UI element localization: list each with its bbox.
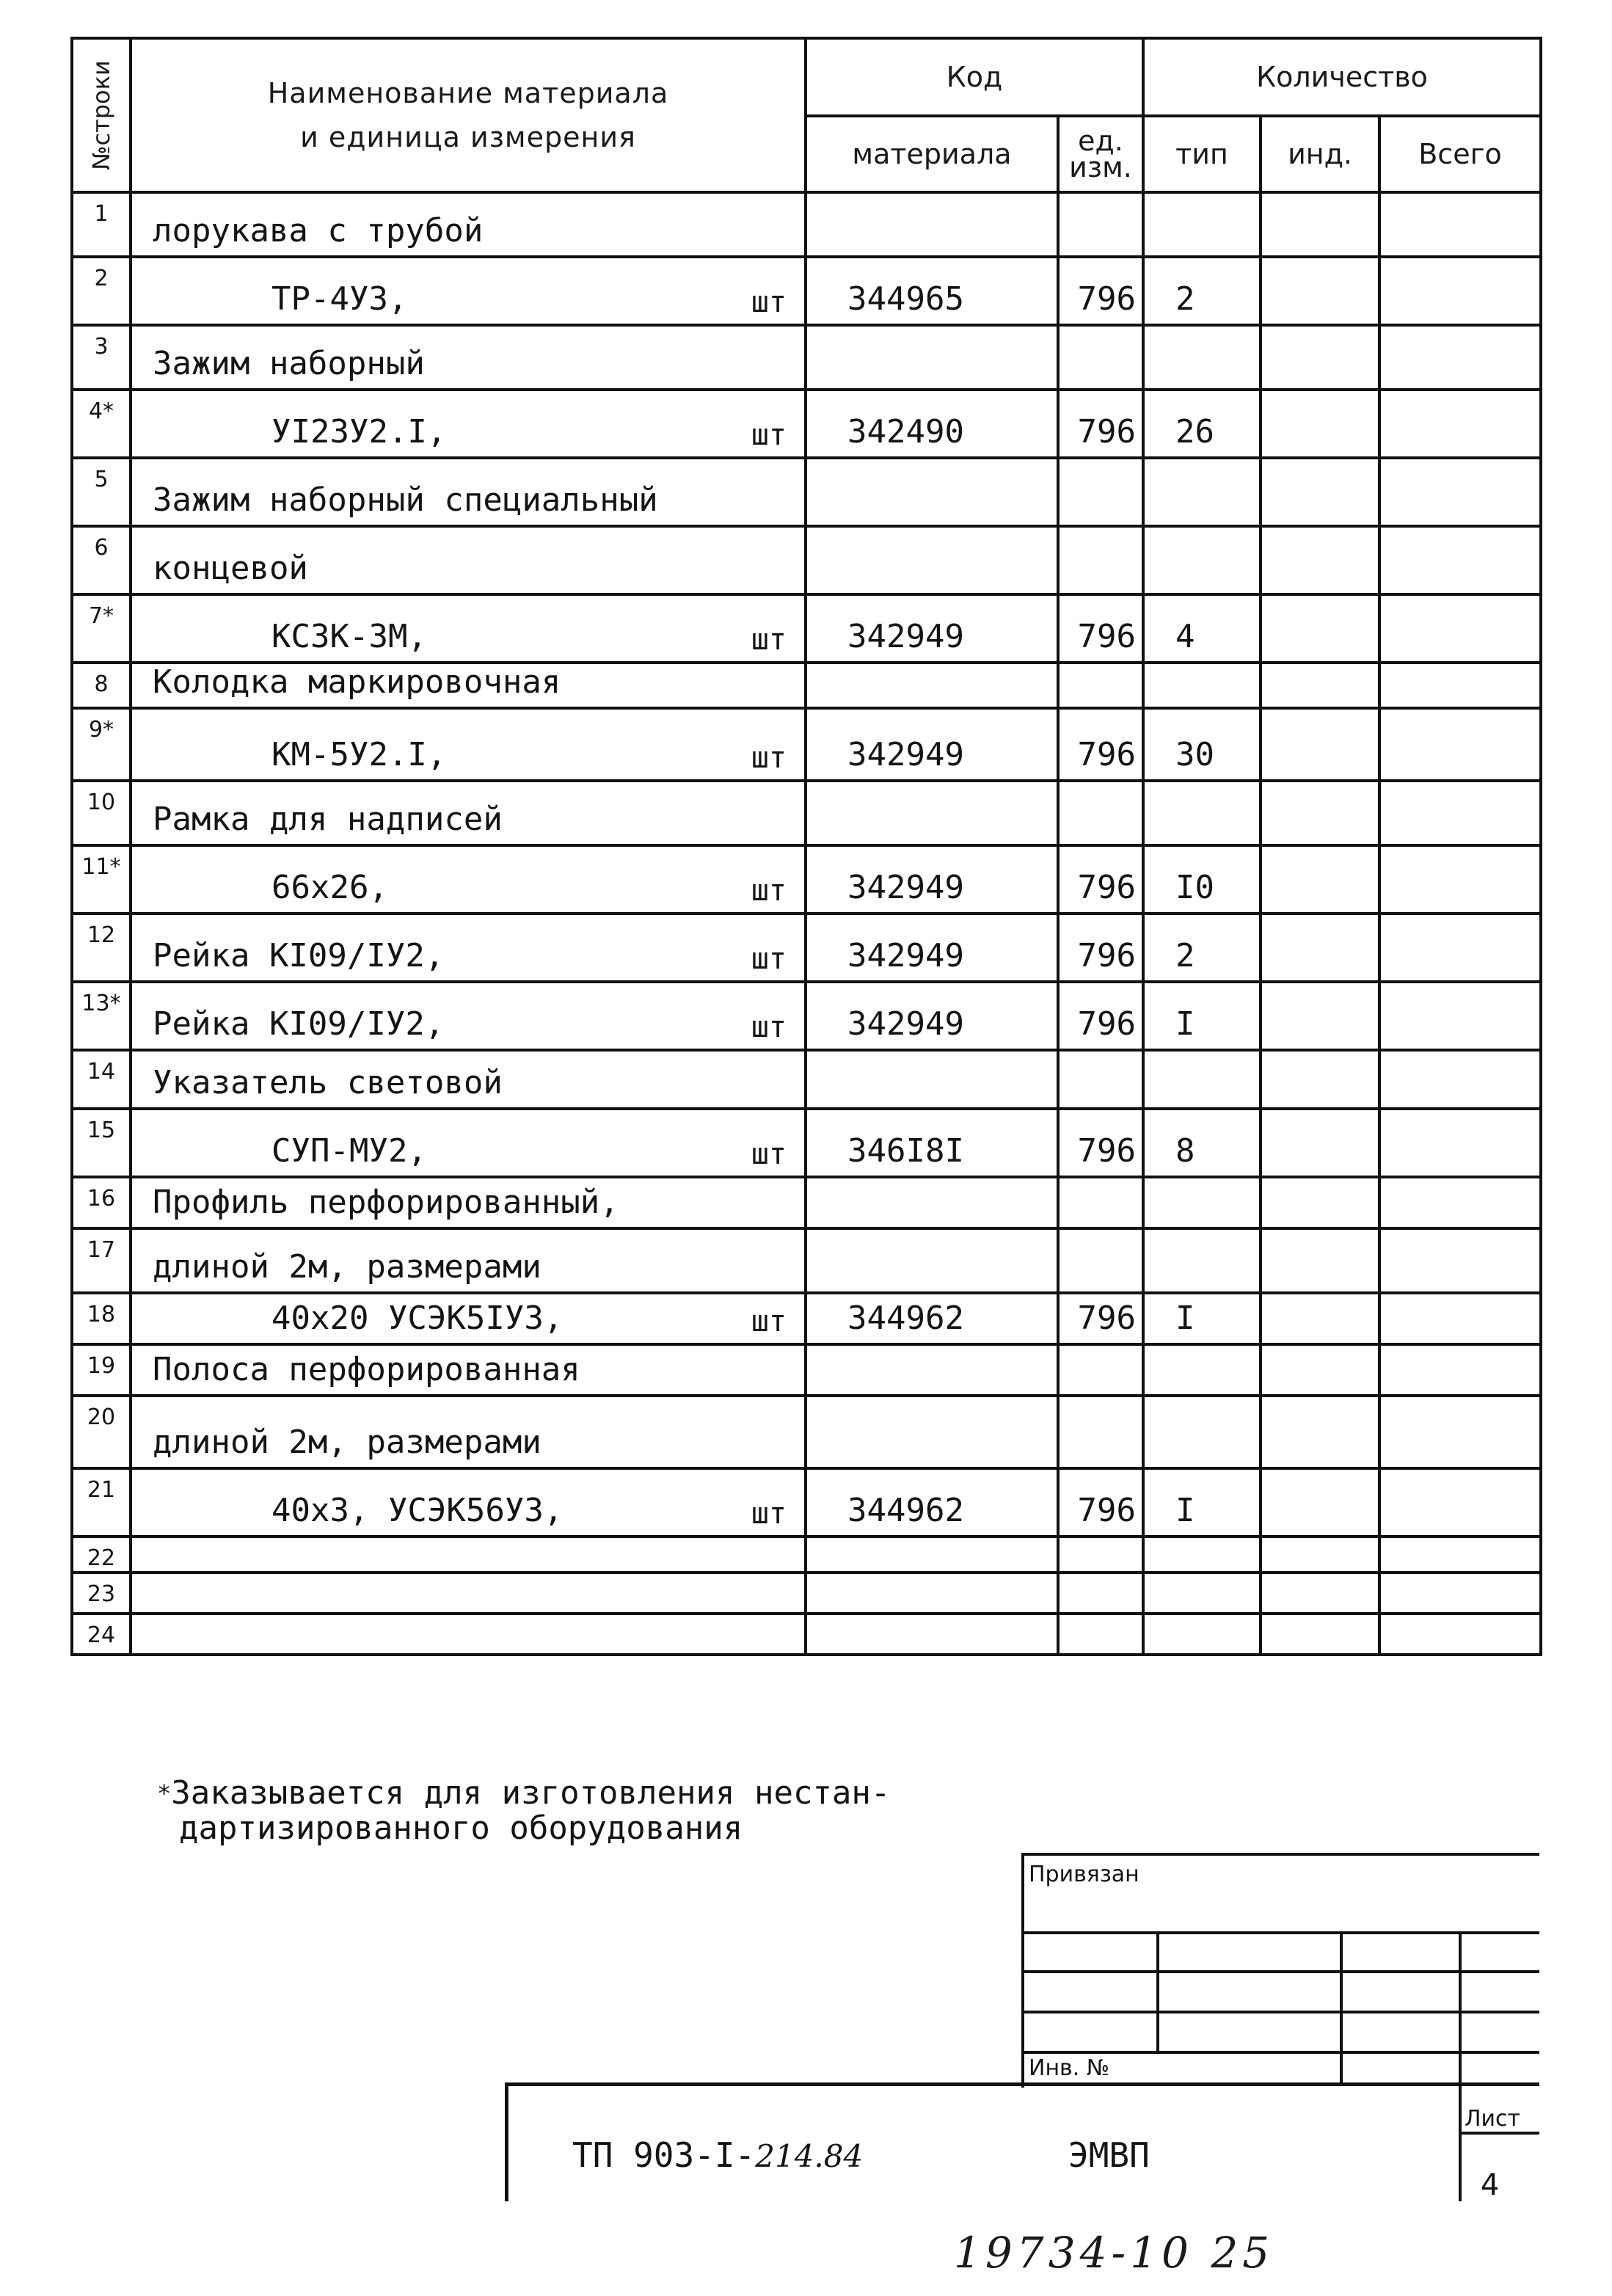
header-quantity: Количество <box>1143 38 1541 116</box>
quantity-type <box>1143 1614 1261 1655</box>
footnote: *Заказывается для изготовления нестан- дартизированного оборудования <box>157 1774 891 1847</box>
quantity-ind <box>1261 708 1379 781</box>
table-row <box>72 458 1541 526</box>
uom-code: 796 <box>1058 914 1143 982</box>
document-mark: ЭМВП <box>1068 2135 1150 2175</box>
uom-code: 796 <box>1058 982 1143 1050</box>
quantity-ind <box>1261 1537 1379 1572</box>
table-row <box>72 663 1541 708</box>
row-number: 2 <box>72 257 131 325</box>
uom-code <box>1058 1537 1143 1572</box>
row-number: 9* <box>72 708 131 781</box>
quantity-type <box>1143 192 1261 257</box>
material-code: 342949 <box>806 594 1058 663</box>
material-name-text: длиной 2м, размерами <box>153 1248 541 1286</box>
material-name <box>131 845 806 914</box>
uom-code <box>1058 1228 1143 1293</box>
quantity-ind <box>1261 1614 1379 1655</box>
handwritten-number: 19734-10 25 <box>954 2228 1274 2278</box>
table-row <box>72 1344 1541 1396</box>
row-number: 14 <box>72 1050 131 1109</box>
quantity-total <box>1379 1572 1541 1614</box>
table-row <box>72 1614 1541 1655</box>
material-name-text: 66х26, <box>271 869 388 906</box>
quantity-type: 26 <box>1143 390 1261 458</box>
quantity-ind <box>1261 1344 1379 1396</box>
uom-code: 796 <box>1058 390 1143 458</box>
table-row <box>72 390 1541 458</box>
row-number: 22 <box>72 1537 131 1572</box>
uom-code <box>1058 526 1143 594</box>
table-row <box>72 526 1541 594</box>
material-code <box>806 781 1058 845</box>
material-name-text: Колодка маркировочная <box>153 663 561 701</box>
material-name <box>131 663 806 708</box>
material-code: 344962 <box>806 1468 1058 1537</box>
header-row-number: №строки <box>72 38 131 192</box>
quantity-type <box>1143 1396 1261 1468</box>
material-name <box>131 390 806 458</box>
uom-code <box>1058 192 1143 257</box>
uom-code <box>1058 663 1143 708</box>
quantity-ind <box>1261 781 1379 845</box>
material-code <box>806 1396 1058 1468</box>
material-name <box>131 708 806 781</box>
quantity-type: I <box>1143 1293 1261 1344</box>
quantity-ind <box>1261 192 1379 257</box>
uom-code <box>1058 325 1143 390</box>
material-name-text: концевой <box>153 550 308 587</box>
material-name-text: лорукава с трубой <box>153 212 484 249</box>
material-name-text: 40х3, УСЭК56У3, <box>271 1492 564 1529</box>
table-row <box>72 257 1541 325</box>
material-name-text: Рейка КI09/IУ2, <box>153 937 445 974</box>
stamp-line <box>1021 1970 1539 1973</box>
header-material: материала <box>806 116 1058 192</box>
quantity-ind <box>1261 982 1379 1050</box>
table-row <box>72 1228 1541 1293</box>
header-code: Код <box>806 38 1143 116</box>
quantity-ind <box>1261 914 1379 982</box>
quantity-ind <box>1261 845 1379 914</box>
sheet-label: Лист <box>1465 2106 1521 2132</box>
uom-code <box>1058 1177 1143 1228</box>
quantity-total <box>1379 663 1541 708</box>
material-name-text: УI23У2.I, <box>271 413 447 451</box>
quantity-ind <box>1261 594 1379 663</box>
unit-label: шт <box>751 285 787 319</box>
quantity-type <box>1143 1228 1261 1293</box>
table-row <box>72 594 1541 663</box>
stamp-line <box>1156 1931 1159 2051</box>
quantity-total <box>1379 781 1541 845</box>
uom-code <box>1058 458 1143 526</box>
material-code <box>806 1050 1058 1109</box>
header-ind: инд. <box>1261 116 1379 192</box>
quantity-type: 8 <box>1143 1109 1261 1177</box>
material-name <box>131 192 806 257</box>
material-name-text: Зажим наборный специальный <box>153 481 658 519</box>
quantity-total <box>1379 1537 1541 1572</box>
uom-code: 796 <box>1058 257 1143 325</box>
uom-code: 796 <box>1058 708 1143 781</box>
material-name <box>131 1228 806 1293</box>
quantity-type <box>1143 1537 1261 1572</box>
row-number: 23 <box>72 1572 131 1614</box>
header-uom: ед. изм. <box>1058 116 1143 192</box>
quantity-ind <box>1261 257 1379 325</box>
material-name-text: 40х20 УСЭК5IУ3, <box>271 1300 564 1337</box>
quantity-total <box>1379 192 1541 257</box>
quantity-type <box>1143 1050 1261 1109</box>
quantity-type <box>1143 1344 1261 1396</box>
table-row <box>72 708 1541 781</box>
material-name <box>131 1050 806 1109</box>
material-name-text: СУП-МУ2, <box>271 1132 427 1170</box>
sheet-number: 4 <box>1481 2168 1500 2202</box>
material-code <box>806 1177 1058 1228</box>
row-number: 17 <box>72 1228 131 1293</box>
material-name <box>131 1344 806 1396</box>
quantity-total <box>1379 708 1541 781</box>
material-name-text: длиной 2м, размерами <box>153 1424 541 1461</box>
material-name-text: ТР-4У3, <box>271 280 408 318</box>
material-name <box>131 914 806 982</box>
uom-code <box>1058 1614 1143 1655</box>
material-name-text: Зажим наборный <box>153 345 425 382</box>
row-number: 18 <box>72 1293 131 1344</box>
stamp-line <box>1021 2011 1539 2013</box>
quantity-ind <box>1261 390 1379 458</box>
material-name <box>131 594 806 663</box>
uom-code: 796 <box>1058 1293 1143 1344</box>
quantity-total <box>1379 325 1541 390</box>
unit-label: шт <box>751 1305 787 1338</box>
row-number: 13* <box>72 982 131 1050</box>
unit-label: шт <box>751 874 787 908</box>
quantity-total <box>1379 1293 1541 1344</box>
table-row <box>72 1468 1541 1537</box>
material-name <box>131 257 806 325</box>
material-name <box>131 458 806 526</box>
quantity-ind <box>1261 663 1379 708</box>
table-row <box>72 1109 1541 1177</box>
material-name-text: Полоса перфорированная <box>153 1351 580 1388</box>
materials-table <box>70 37 1542 1656</box>
unit-label: шт <box>751 623 787 657</box>
uom-code: 796 <box>1058 1468 1143 1537</box>
unit-label: шт <box>751 1137 787 1171</box>
material-code <box>806 1537 1058 1572</box>
quantity-ind <box>1261 458 1379 526</box>
row-number: 11* <box>72 845 131 914</box>
material-name <box>131 1468 806 1537</box>
material-name <box>131 1614 806 1655</box>
material-code <box>806 1572 1058 1614</box>
quantity-type <box>1143 526 1261 594</box>
quantity-total <box>1379 1228 1541 1293</box>
row-number: 19 <box>72 1344 131 1396</box>
uom-code <box>1058 1396 1143 1468</box>
quantity-total <box>1379 1396 1541 1468</box>
table-row <box>72 1396 1541 1468</box>
material-name-text: КМ-5У2.I, <box>271 736 447 773</box>
uom-code <box>1058 781 1143 845</box>
quantity-type <box>1143 1177 1261 1228</box>
material-name <box>131 781 806 845</box>
unit-label: шт <box>751 741 787 775</box>
quantity-total <box>1379 390 1541 458</box>
material-name-text: Рейка КI09/IУ2, <box>153 1005 445 1043</box>
material-code: 344965 <box>806 257 1058 325</box>
material-name <box>131 1109 806 1177</box>
row-number: 10 <box>72 781 131 845</box>
row-number: 7* <box>72 594 131 663</box>
quantity-total <box>1379 594 1541 663</box>
row-number: 21 <box>72 1468 131 1537</box>
table-row <box>72 1177 1541 1228</box>
row-number: 16 <box>72 1177 131 1228</box>
material-code <box>806 1614 1058 1655</box>
quantity-ind <box>1261 1293 1379 1344</box>
material-code <box>806 526 1058 594</box>
unit-label: шт <box>751 418 787 452</box>
bound-label: Привязан <box>1029 1862 1139 1887</box>
quantity-ind <box>1261 1177 1379 1228</box>
uom-code: 796 <box>1058 845 1143 914</box>
material-code: 342949 <box>806 982 1058 1050</box>
quantity-type <box>1143 458 1261 526</box>
uom-code: 796 <box>1058 1109 1143 1177</box>
quantity-total <box>1379 1614 1541 1655</box>
quantity-type <box>1143 781 1261 845</box>
table-row <box>72 325 1541 390</box>
row-number: 6 <box>72 526 131 594</box>
material-name <box>131 325 806 390</box>
quantity-type <box>1143 663 1261 708</box>
quantity-type: I <box>1143 982 1261 1050</box>
row-number: 5 <box>72 458 131 526</box>
uom-code: 796 <box>1058 594 1143 663</box>
quantity-total <box>1379 845 1541 914</box>
material-code <box>806 663 1058 708</box>
material-code: 342490 <box>806 390 1058 458</box>
quantity-type: I <box>1143 1468 1261 1537</box>
material-code <box>806 1344 1058 1396</box>
header-name: Наименование материала и единица измерения <box>131 38 806 192</box>
quantity-type <box>1143 1572 1261 1614</box>
material-name <box>131 1396 806 1468</box>
unit-label: шт <box>751 942 787 976</box>
quantity-ind <box>1261 1396 1379 1468</box>
material-code: 344962 <box>806 1293 1058 1344</box>
quantity-total <box>1379 526 1541 594</box>
material-name-text: КСЗК-3М, <box>271 618 427 655</box>
quantity-type: 30 <box>1143 708 1261 781</box>
quantity-type: I0 <box>1143 845 1261 914</box>
quantity-ind <box>1261 1109 1379 1177</box>
row-number: 24 <box>72 1614 131 1655</box>
quantity-total <box>1379 1050 1541 1109</box>
quantity-total <box>1379 982 1541 1050</box>
material-code <box>806 1228 1058 1293</box>
row-number: 20 <box>72 1396 131 1468</box>
material-code: 342949 <box>806 708 1058 781</box>
material-name <box>131 526 806 594</box>
document-code: ТП 903-I-214.84 <box>572 2135 864 2175</box>
uom-code <box>1058 1050 1143 1109</box>
row-number: 1 <box>72 192 131 257</box>
stamp-line <box>1340 1931 1343 2082</box>
table-row <box>72 1537 1541 1572</box>
quantity-total <box>1379 257 1541 325</box>
quantity-ind <box>1261 526 1379 594</box>
material-code <box>806 458 1058 526</box>
row-number: 8 <box>72 663 131 708</box>
table-row <box>72 914 1541 982</box>
quantity-total <box>1379 1344 1541 1396</box>
stamp-line <box>1021 1931 1539 1934</box>
quantity-total <box>1379 1468 1541 1537</box>
material-name <box>131 1177 806 1228</box>
stamp-line <box>1021 2051 1539 2054</box>
row-number: 12 <box>72 914 131 982</box>
quantity-total <box>1379 1109 1541 1177</box>
row-number: 15 <box>72 1109 131 1177</box>
material-code: 342949 <box>806 845 1058 914</box>
unit-label: шт <box>751 1010 787 1044</box>
material-name-text: Указатель световой <box>153 1064 503 1101</box>
material-name-text: Рамка для надписей <box>153 801 503 838</box>
table-row <box>72 781 1541 845</box>
quantity-total <box>1379 1177 1541 1228</box>
material-name <box>131 1293 806 1344</box>
unit-label: шт <box>751 1497 787 1531</box>
header-total: Всего <box>1379 116 1541 192</box>
material-code: 346I8I <box>806 1109 1058 1177</box>
material-name-text: Профиль перфорированный, <box>153 1184 619 1221</box>
quantity-type <box>1143 325 1261 390</box>
table-row <box>72 192 1541 257</box>
quantity-ind <box>1261 1228 1379 1293</box>
quantity-ind <box>1261 1468 1379 1537</box>
material-code: 342949 <box>806 914 1058 982</box>
table-row <box>72 1050 1541 1109</box>
row-number: 4* <box>72 390 131 458</box>
material-code <box>806 192 1058 257</box>
quantity-total <box>1379 458 1541 526</box>
uom-code <box>1058 1572 1143 1614</box>
table-row <box>72 982 1541 1050</box>
material-name <box>131 1537 806 1572</box>
inv-number-label: Инв. № <box>1029 2055 1110 2081</box>
stamp-line <box>1021 1853 1539 1856</box>
material-code <box>806 325 1058 390</box>
row-number: 3 <box>72 325 131 390</box>
material-name <box>131 1572 806 1614</box>
table-row <box>72 845 1541 914</box>
table-row <box>72 1572 1541 1614</box>
table-row <box>72 1293 1541 1344</box>
quantity-type: 2 <box>1143 914 1261 982</box>
quantity-ind <box>1261 1050 1379 1109</box>
quantity-type: 4 <box>1143 594 1261 663</box>
quantity-ind <box>1261 1572 1379 1614</box>
quantity-ind <box>1261 325 1379 390</box>
uom-code <box>1058 1344 1143 1396</box>
quantity-type: 2 <box>1143 257 1261 325</box>
header-type: тип <box>1143 116 1261 192</box>
material-name <box>131 982 806 1050</box>
quantity-total <box>1379 914 1541 982</box>
